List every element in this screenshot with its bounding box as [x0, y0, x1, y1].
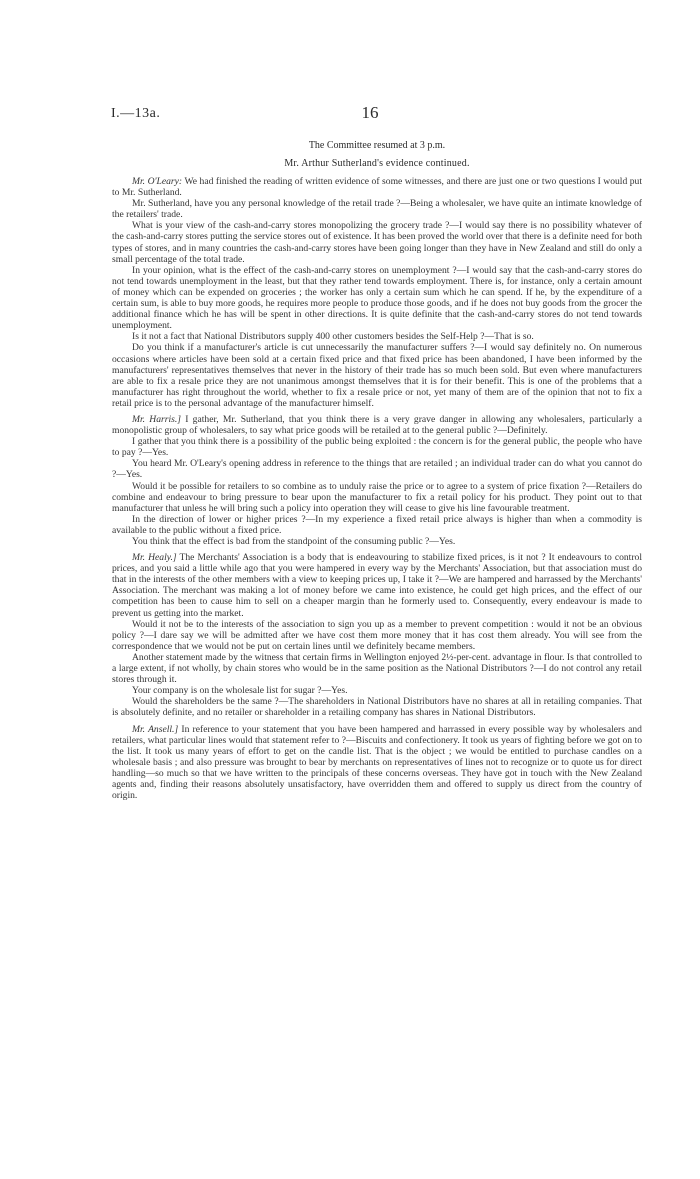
evidence-paragraph	[112, 414, 642, 436]
evidence-paragraph	[112, 514, 642, 536]
evidence-paragraph	[112, 552, 642, 619]
paragraph-text: You heard Mr. O'Leary's opening address in reference to the things that are retailed ; an individual trader can do what you cannot do ?—Yes.	[112, 458, 642, 481]
evidence-paragraph	[112, 536, 642, 547]
evidence-paragraph	[112, 685, 642, 696]
paragraph-text: I gather that you think there is a possibility of the public being exploited : the concern is for the general public, the people who have to pay ?—Yes.	[112, 436, 642, 459]
evidence-paragraph	[112, 481, 642, 514]
document-reference: I.—13a.	[111, 106, 161, 121]
evidence-paragraph	[112, 220, 642, 264]
paragraph-text: Is it not a fact that National Distributors supply 400 other customers besides the Self-Help ?—That is so.	[132, 331, 534, 343]
evidence-paragraph	[112, 619, 642, 652]
paragraph-text: Would it not be to the interests of the association to sign you up as a member to prevent competition : would it not be an obvious policy ?—I dare say we will be admitted after we have cost them more money that it has cost them already. You will see from the correspondence that we would not be put on certain lines until we definitely became members.	[112, 618, 642, 652]
evidence-paragraphs	[112, 176, 642, 801]
evidence-paragraph	[112, 342, 642, 409]
evidence-paragraph	[112, 458, 642, 480]
paragraph-text: In your opinion, what is the effect of the cash-and-carry stores on unemployment ?—I would say that the cash-and-carry stores do not tend towards unemployment in the least, but that they rather tend towards employment. There is, for instance, only a certain amount of money which can be expended on groceries ; the worker has only a certain sum which he can spend. If he, by the expenditure of a certain sum, is able to buy more goods, he requires more people to produce those goods, and if he does not buy goods from the grocer the additional finance which he has will be spent in other directions. It is quite definite that the cash-and-carry stores do not tend towards unemployment.	[112, 264, 642, 332]
paragraph-text: Another statement made by the witness that certain firms in Wellington enjoyed 2½-per-cent. advantage in flour. Is that controlled to a large extent, if not wholly, by chain stores who would be in the same position as the National Distributors ?—I do not control any retail stores through it.	[112, 651, 642, 686]
session-heading: The Committee resumed at 3 p.m.	[308, 140, 446, 151]
speaker-name: Mr. O'Leary:	[132, 176, 183, 187]
evidence-paragraph	[112, 696, 642, 718]
paragraph-text: Mr. Sutherland, have you any personal knowledge of the retail trade ?—Being a wholesaler, we have quite an intimate knowledge of the retailers' trade.	[112, 198, 642, 221]
evidence-paragraph	[112, 436, 642, 458]
page-number: 16	[361, 103, 379, 122]
paragraph-text: Would it be possible for retailers to so combine as to unduly raise the price or to agree to a system of price fixation ?—Retailers do combine and endeavour to bring pressure to bear upon the manufacturer to fix a retail policy for his product. They point out to that manufacturer that unless he will bring such a policy into operation they will cease to give his line favourable treatment.	[112, 480, 642, 514]
paragraph-text: Would the shareholders be the same ?—The shareholders in National Distributors have no shares at all in retailing companies. That is absolutely definite, and no retailer or shareholder in a retailing company has shares in National Distributors.	[112, 696, 642, 719]
paragraph-text: I gather, Mr. Sutherland, that you think there is a very grave danger in allowing any wholesalers, particularly a monopolistic group of wholesalers, to say what price goods will be retailed at to the general public ?—Definitely.	[112, 413, 642, 437]
evidence-paragraph	[112, 176, 642, 198]
paragraph-text: You think that the effect is bad from the standpoint of the consuming public ?—Yes.	[132, 536, 456, 547]
evidence-paragraph	[112, 652, 642, 685]
paragraph-text: Do you think if a manufacturer's article is cut unnecessarily the manufacturer suffers ?—I would say definitely no. On numerous occasions where articles have been sold at a certain fixed price and that fixed price has been abandoned, I have been informed by the manufacturers' representatives themselves that never in the history of their trade has so much been sold. But even where manufacturers are able to fix a resale price they are not unanimous amongst themselves that it is for their benefit. This is one of the problems that a manufacturer has right throughout the world, whether to fix a resale price or not, yet many of them are of the opinion that not to fix a retail price is to the personal advantage of the manufacturer himself.	[112, 342, 642, 409]
paragraph-text: Your company is on the wholesale list for sugar ?—Yes.	[132, 685, 348, 697]
paragraph-text: What is your view of the cash-and-carry stores monopolizing the grocery trade ?—I would say there is no possibility whatever of the cash-and-carry stores putting the service stores out of existence. It has been proved the world over that there is a definite need for both types of stores, and in many countries the cash-and-carry stores have been going longer than they have in New Zealand and still do only a small percentage of the total trade.	[112, 220, 642, 265]
speaker-name: Mr. Healy.]	[132, 552, 177, 564]
speaker-name: Mr. Ansell.]	[132, 723, 179, 735]
paragraph-text: We had finished the reading of written evidence of some witnesses, and there are just one or two questions I would put to Mr. Sutherland.	[112, 176, 643, 199]
speaker-name: Mr. Harris.]	[132, 413, 182, 425]
page-body	[112, 139, 642, 801]
paragraph-text: In reference to your statement that you have been hampered and harrassed in every possible way by wholesalers and retailers, what particular lines would that statement refer to ?—Biscuits and confectionery. It took us years of fighting before we got on to the list. It took us many years of effort to get on the candle list. That is the object ; we would be entitled to purchase candles on a wholesale basis ; and also pressure was brought to bear by merchants on representatives of lines not to recognize or to quote us for direct handling—so much so that we have written to the principals of these concerns overseas. They have got in touch with the New Zealand agents and, finding their reasons absolutely unsatisfactory, have overridden them and offered to supply us direct from the country of origin.	[112, 723, 642, 802]
evidence-paragraph	[112, 724, 642, 802]
evidence-paragraph	[112, 198, 642, 220]
witness-heading: Mr. Arthur Sutherland's evidence continued.	[284, 158, 470, 169]
evidence-paragraph	[112, 331, 642, 342]
paragraph-text: In the direction of lower or higher prices ?—In my experience a fixed retail price always is higher than when a commodity is available to the public without a fixed price.	[112, 513, 642, 536]
evidence-paragraph	[112, 265, 642, 332]
paragraph-text: The Merchants' Association is a body that is endeavouring to stabilize fixed prices, is it not ? It endeavours to control prices, and you said a little while ago that you were hampered in every way by the Merchants' Association, but that association must do that in the interests of the other members with a view to keeping prices up, I take it ?—We are hampered and harrassed by the Merchants' Association. The merchant was making a lot of money before we came into existence, he could get high prices, and the effect of our competition has been to cause him to sell on a cheaper margin than he formerly used to. Consequently, every endeavour is made to prevent us getting into the market.	[112, 552, 642, 619]
